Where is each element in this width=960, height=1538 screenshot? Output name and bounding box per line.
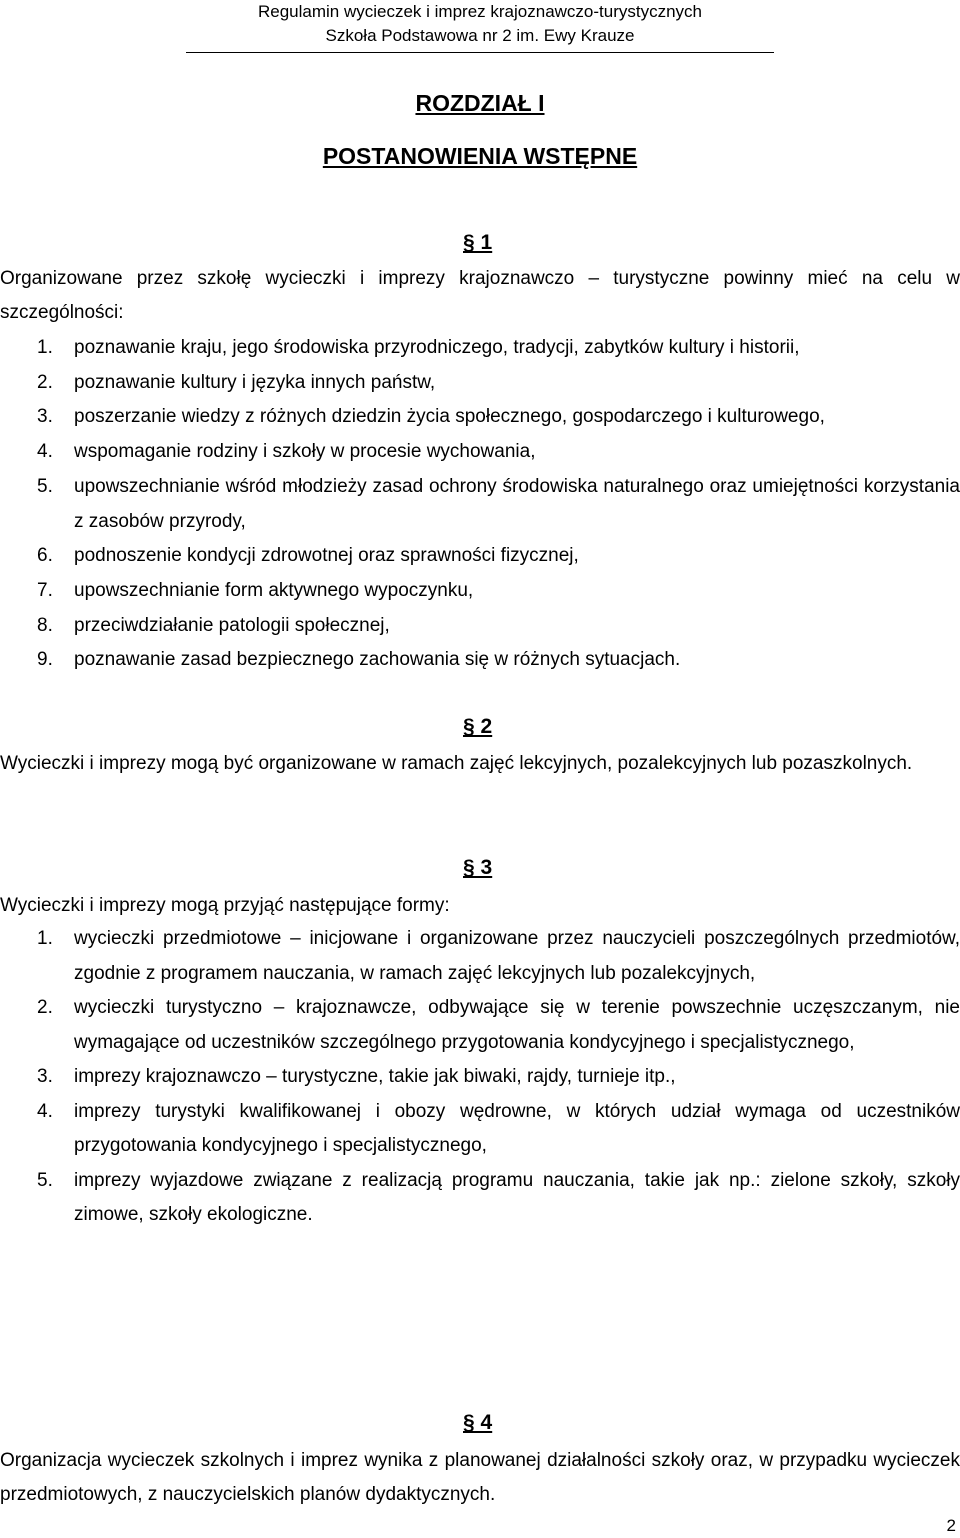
- section-4-intro: Organizacja wycieczek szkolnych i imprez wynika z planowanej działalności szkoły oraz, w przypadku wycieczek przedmiotowych, z nauczycielskich planów dydaktycznych.: [0, 1450, 960, 1505]
- page-header: [0, 0, 960, 52]
- section-3-list: [0, 922, 960, 1233]
- list-item: [0, 435, 960, 470]
- list-item-number: 5.: [37, 475, 53, 497]
- list-item-text: upowszechnianie wśród młodzieży zasad ochrony środowiska naturalnego oraz umiejętności korzystania z zasobów przyrody,: [74, 475, 960, 532]
- list-item-number: 2.: [37, 371, 53, 393]
- list-item-text: imprezy krajoznawczo – turystyczne, takie jak biwaki, rajdy, turnieje itp.,: [74, 1066, 676, 1087]
- list-item-number: 2.: [37, 997, 53, 1018]
- list-item-number: 4.: [37, 1100, 53, 1122]
- list-item-text: przeciwdziałanie patologii społecznej,: [74, 614, 390, 636]
- section-2-mark: § 2: [463, 715, 493, 738]
- list-item-number: 8.: [37, 614, 53, 636]
- list-item-text: poszerzanie wiedzy z różnych dziedzin życia społecznego, gospodarczego i kulturowego,: [74, 406, 825, 428]
- chapter-title: ROZDZIAŁ I: [415, 90, 545, 116]
- list-item: [0, 643, 960, 678]
- section-1-mark: § 1: [463, 231, 493, 254]
- list-item-number: 4.: [37, 441, 53, 463]
- list-item-text: poznawanie kraju, jego środowiska przyrodniczego, tradycji, zabytków kultury i historii,: [74, 337, 800, 358]
- header-title: Regulamin wycieczek i imprez krajoznawczo-turystycznych: [257, 2, 703, 21]
- list-item-text: wycieczki turystyczno – krajoznawcze, odbywające się w terenie powszechnie uczęszczanym, nie wymagające od uczestników szczególnego przygotowania kondycyjnego i specjalistycznego,: [74, 997, 960, 1053]
- list-item-text: poznawanie kultury i języka innych państw,: [74, 371, 436, 393]
- list-item-number: 6.: [37, 545, 53, 567]
- list-item-text: imprezy turystyki kwalifikowanej i obozy wędrowne, w których udział wymaga od uczestników przygotowania kondycyjnego i specjalistycznego,: [74, 1100, 960, 1156]
- list-item-text: poznawanie zasad bezpiecznego zachowania się w różnych sytuacjach.: [74, 649, 681, 671]
- list-item-number: 3.: [37, 406, 53, 428]
- list-item-number: 1.: [37, 337, 53, 358]
- list-item: [0, 1095, 960, 1164]
- section-3-intro: Wycieczki i imprezy mogą przyjąć następujące formy:: [0, 895, 450, 916]
- header-divider: [186, 52, 774, 53]
- chapter-subtitle: POSTANOWIENIA WSTĘPNE: [322, 143, 638, 169]
- list-item-number: 5.: [37, 1169, 53, 1191]
- list-item-text: wycieczki przedmiotowe – inicjowane i organizowane przez nauczycieli poszczególnych przedmiotów, zgodnie z programem nauczania, w ramach zajęć lekcyjnych lub pozalekcyjnych,: [74, 928, 960, 984]
- list-item: [0, 922, 960, 991]
- list-item-text: upowszechnianie form aktywnego wypoczynku,: [74, 579, 474, 601]
- list-item-number: 9.: [37, 649, 53, 671]
- list-item-number: 7.: [37, 579, 53, 601]
- list-item: [0, 400, 960, 435]
- list-item: [0, 470, 960, 539]
- list-item: [0, 1060, 960, 1095]
- page-number: 2: [946, 1516, 956, 1535]
- list-item-number: 3.: [37, 1066, 53, 1087]
- section-1-intro: Organizowane przez szkołę wycieczki i imprezy krajoznawczo – turystyczne powinny mieć na celu w szczególności:: [0, 268, 960, 323]
- section-3-mark: § 3: [463, 856, 493, 879]
- list-item: [0, 991, 960, 1060]
- list-item-text: wspomaganie rodziny i szkoły w procesie wychowania,: [74, 441, 536, 463]
- section-4-mark: § 4: [463, 1411, 493, 1434]
- list-item: [0, 366, 960, 401]
- list-item: [0, 1164, 960, 1233]
- list-item: [0, 574, 960, 609]
- list-item-text: podnoszenie kondycji zdrowotnej oraz sprawności fizycznej,: [74, 545, 579, 567]
- list-item-text: imprezy wyjazdowe związane z realizacją programu nauczania, takie jak np.: zielone szkoły, szkoły zimowe, szkoły ekologiczne.: [74, 1169, 960, 1225]
- list-item-number: 1.: [37, 928, 53, 949]
- section-1-list: [0, 331, 960, 678]
- list-item: [0, 539, 960, 574]
- list-item: [0, 331, 960, 366]
- header-school: Szkoła Podstawowa nr 2 im. Ewy Krauze: [325, 26, 635, 45]
- list-item: [0, 609, 960, 644]
- section-2-intro: Wycieczki i imprezy mogą być organizowane w ramach zajęć lekcyjnych, pozalekcyjnych lub pozaszkolnych.: [0, 753, 913, 774]
